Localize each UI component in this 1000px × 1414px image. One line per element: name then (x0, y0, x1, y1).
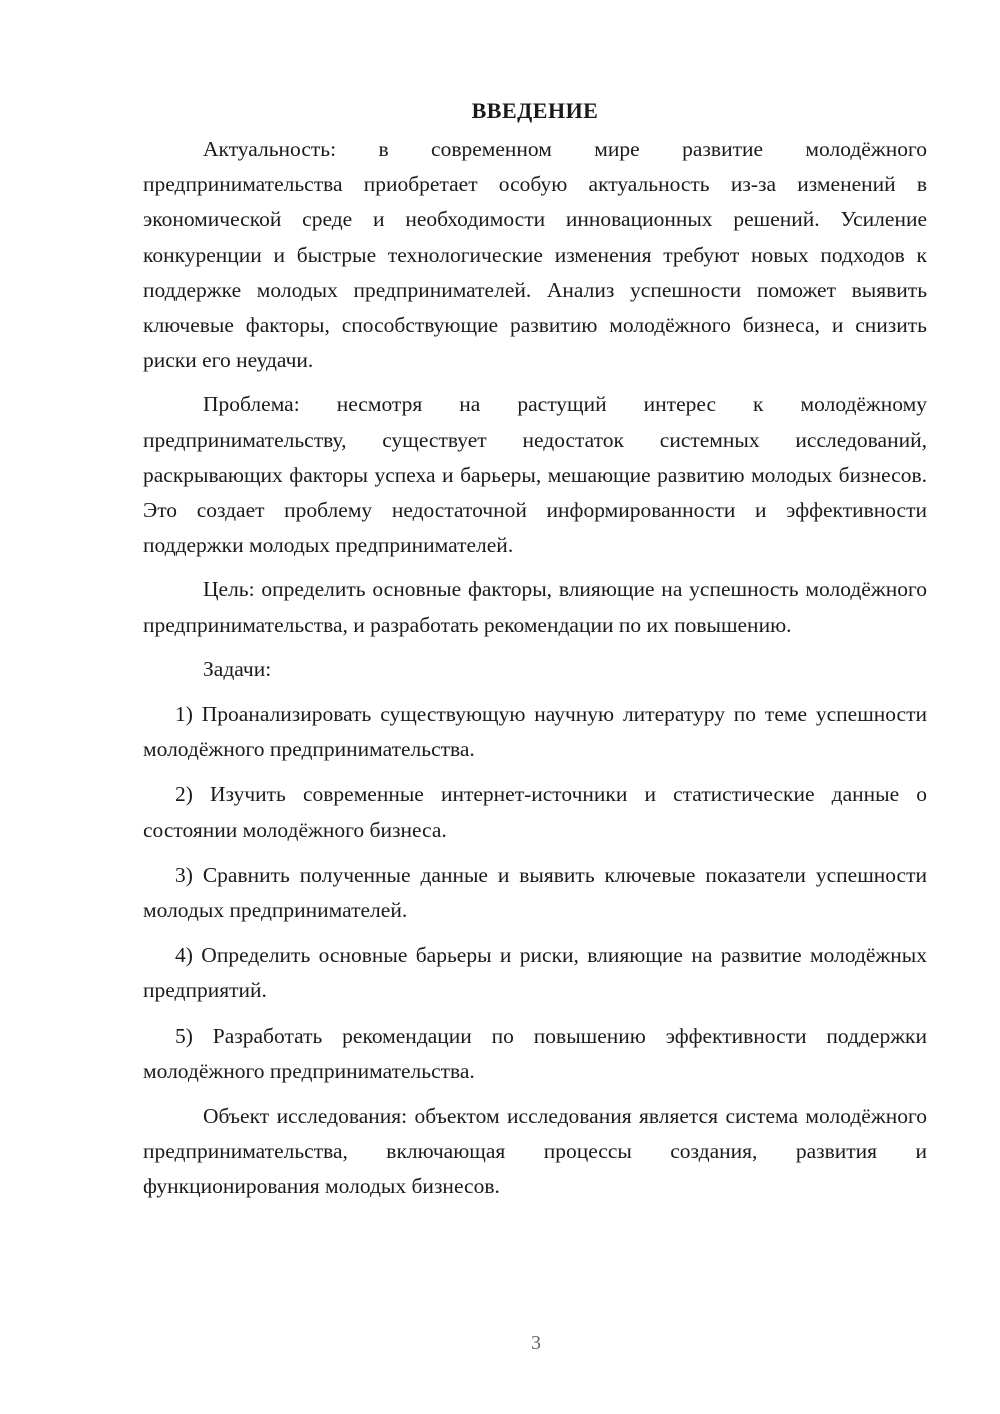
task-item-3: 3) Сравнить полученные данные и выявить ключевые показатели успешности молодых предпринимателей. (143, 862, 927, 923)
object-paragraph: Объект исследования: объектом исследования является система молодёжного предпринимательства, включающая процессы создания, развития и функционирования молодых бизнесов. (143, 1104, 927, 1199)
goal-paragraph: Цель: определить основные факторы, влияющие на успешность молодёжного предпринимательства, и разработать рекомендации по их повышению. (143, 577, 927, 637)
task-item-4: 4) Определить основные барьеры и риски, влияющие на развитие молодёжных предприятий. (143, 943, 927, 1003)
page-number: 3 (531, 1332, 541, 1354)
task-item-1: 1) Проанализировать существующую научную литературу по теме успешности молодёжного предпринимательства. (143, 702, 927, 762)
document-page (143, 96, 927, 1214)
task-item-2: 2) Изучить современные интернет-источники и статистические данные о состоянии молодёжного бизнеса. (143, 782, 927, 842)
task-item-5: 5) Разработать рекомендации по повышению эффективности поддержки молодёжного предпринимательства. (143, 1023, 927, 1083)
page-title: ВВЕДЕНИЕ (471, 98, 599, 123)
relevance-paragraph: Актуальность: в современном мире развитие молодёжного предпринимательства приобретает особую актуальность из-за изменений в экономической среде и необходимости инновационных решений. Усиление конкуренции и быстрые технологические изменения требуют новых подходов к поддержке молодых предпринимателей. Анализ успешности поможет выявить ключевые факторы, способствующие развитию молодёжного бизнеса, и снизить риски его неудачи. (143, 137, 927, 373)
tasks-heading: Задачи: (203, 656, 272, 681)
problem-paragraph: Проблема: несмотря на растущий интерес к молодёжному предпринимательству, существует недостаток системных исследований, раскрывающих факторы успеха и барьеры, мешающие развитию молодых бизнесов. Это создает проблему недостаточной информированности и эффективности поддержки молодых предпринимателей. (143, 392, 927, 558)
